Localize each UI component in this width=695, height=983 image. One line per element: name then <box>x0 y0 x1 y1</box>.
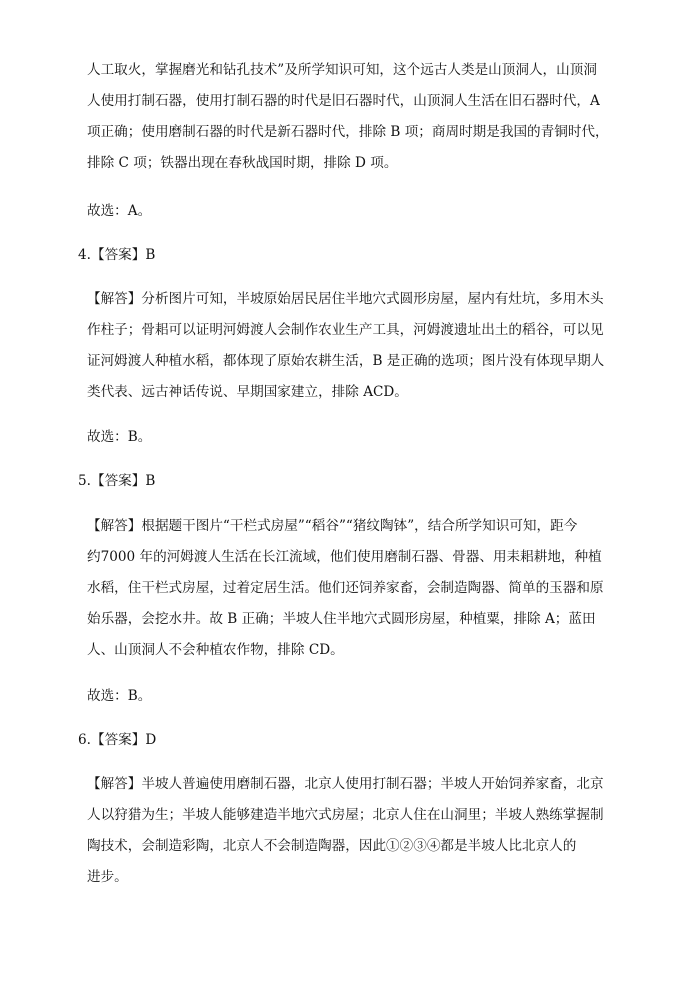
text-line: 证河姆渡人种植水稻，都体现了原始农耕生活，B 是正确的选项；图片没有体现早期人 <box>87 353 605 369</box>
text-line: 人工取火，掌握磨光和钻孔技术”及所学知识可知，这个远古人类是山顶洞人，山顶洞 <box>87 62 597 78</box>
text-line: 人使用打制石器，使用打制石器的时代是旧石器时代，山顶洞人生活在旧石器时代，A <box>87 93 600 109</box>
answer-heading-4 <box>78 240 155 271</box>
text-line: 人、山顶洞人不会种植农作物，排除 CD。 <box>87 642 344 658</box>
text-line: 项正确；使用磨制石器的时代是新石器时代，排除 B 项；商周时期是我国的青铜时代， <box>87 124 609 140</box>
text-line: 进步。 <box>87 869 128 885</box>
text-line: 类代表、远古神话传说、早期国家建立，排除 ACD。 <box>87 384 408 400</box>
text-line: 【解答】根据题干图片“干栏式房屋”“稻谷”“猪纹陶钵”，结合所学知识可知，距今 <box>87 518 578 534</box>
text-line: 水稻，住干栏式房屋，过着定居生活。他们还饲养家畜，会制造陶器、简单的玉器和原 <box>87 580 604 596</box>
text-line: 故选：B。 <box>87 429 152 445</box>
explanation-paragraph-3-cont <box>87 55 622 179</box>
text-line: 人以狩猎为生；半坡人能够建造半地穴式房屋；北京人住在山洞里；半坡人熟练掌握制 <box>87 807 604 823</box>
answer-label: 【答案】B <box>90 473 156 489</box>
conclusion-4 <box>87 422 622 453</box>
text-line: 排除 C 项；铁器出现在春秋战国时期，排除 D 项。 <box>87 155 398 171</box>
text-line: 作柱子；骨耜可以证明河姆渡人会制作农业生产工具，河姆渡遗址出土的稻谷，可以见 <box>87 322 604 338</box>
conclusion-3 <box>87 196 622 227</box>
text-line: 【解答】分析图片可知，半坡原始居民居住半地穴式圆形房屋，屋内有灶坑，多用木头 <box>87 291 604 307</box>
question-number: 6. <box>78 732 91 748</box>
conclusion-5 <box>87 681 622 712</box>
text-line: 【解答】半坡人普遍使用磨制石器，北京人使用打制石器；半坡人开始饲养家畜，北京 <box>87 776 604 792</box>
answer-label: 【答案】B <box>90 247 156 263</box>
text-line: 故选：A。 <box>87 203 152 219</box>
answer-label: 【答案】D <box>90 732 157 748</box>
answer-heading-6 <box>78 725 156 756</box>
text-line: 故选：B。 <box>87 688 152 704</box>
question-number: 5. <box>78 473 91 489</box>
explanation-paragraph-4 <box>87 284 622 408</box>
text-line: 始乐器，会挖水井。故 B 正确；半坡人住半地穴式圆形房屋，种植粟，排除 A；蓝田 <box>87 611 596 627</box>
answer-heading-5 <box>78 466 155 497</box>
text-line: 陶技术，会制造彩陶，北京人不会制造陶器，因此①②③④都是半坡人比北京人的 <box>87 838 577 854</box>
explanation-paragraph-6 <box>87 769 622 893</box>
explanation-paragraph-5 <box>87 511 622 666</box>
text-line: 约7000 年的河姆渡人生活在长江流域，他们使用磨制石器、骨器、用耒耜耕地，种植 <box>87 549 602 565</box>
question-number: 4. <box>78 247 91 263</box>
